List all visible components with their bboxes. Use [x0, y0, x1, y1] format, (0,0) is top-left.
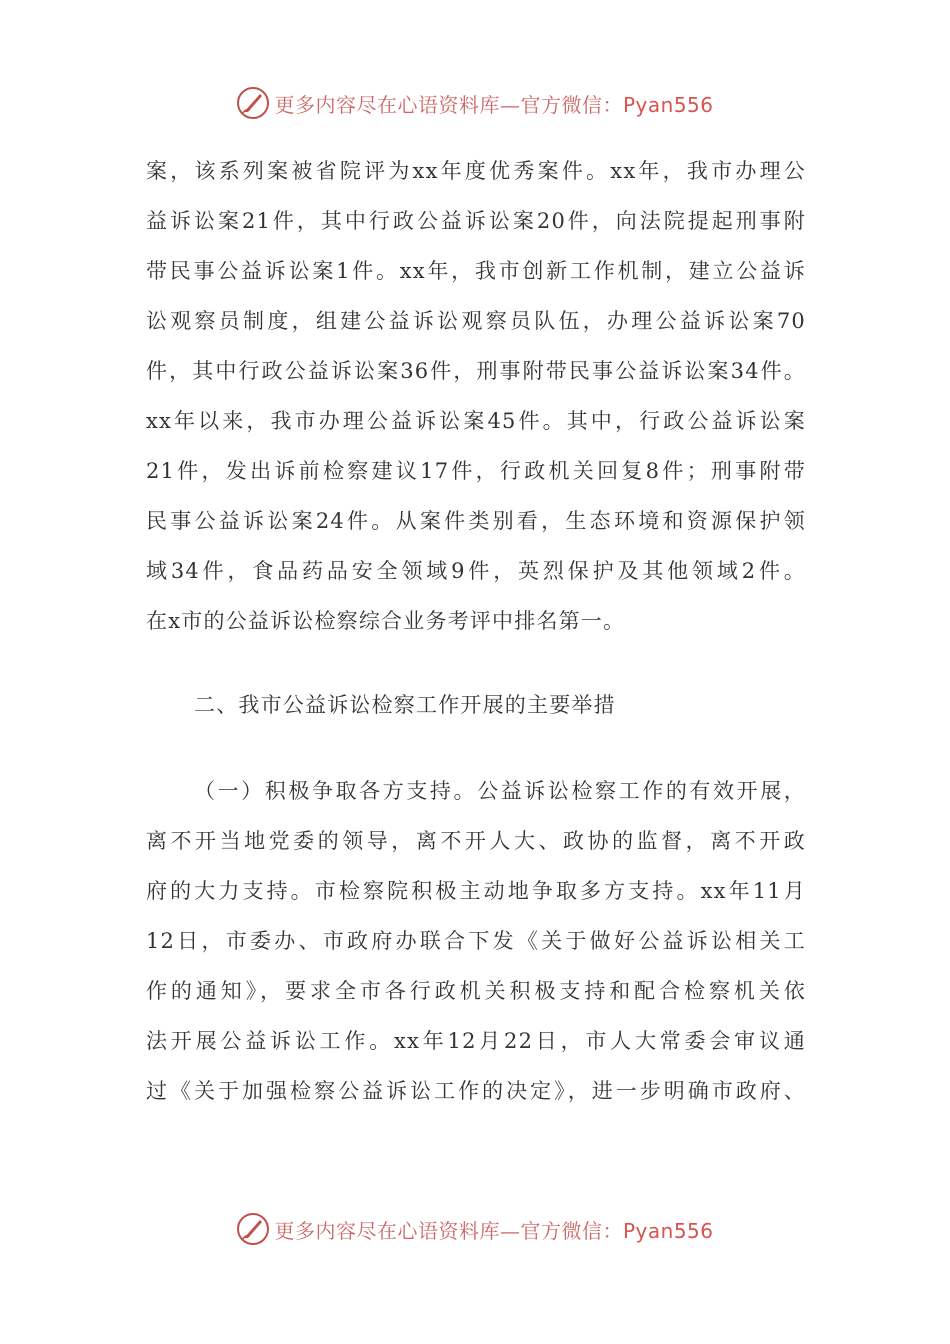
paragraph-2: [146, 766, 806, 1116]
text-line: 讼观察员制度，组建公益诉讼观察员队伍，办理公益诉讼案70: [146, 309, 806, 333]
banner-text: 更多内容尽在心语资料库—官方微信：Pyan556: [274, 92, 714, 117]
banner-text: 更多内容尽在心语资料库—官方微信：Pyan556: [274, 1218, 714, 1243]
footer-banner: [0, 1209, 950, 1249]
text-line: 案，该系列案被省院评为xx年度优秀案件。xx年，我市办理公: [146, 159, 806, 183]
text-line: 带民事公益诉讼案1件。xx年，我市创新工作机制，建立公益诉: [146, 259, 806, 283]
text-line: 府的大力支持。市检察院积极主动地争取多方支持。xx年11月: [146, 879, 806, 903]
text-line: 作的通知》，要求全市各行政机关积极支持和配合检察机关依: [146, 979, 806, 1003]
text-line: 益诉讼案21件，其中行政公益诉讼案20件，向法院提起刑事附: [146, 209, 806, 233]
section-heading: 二、我市公益诉讼检察工作开展的主要举措: [194, 693, 616, 717]
text-line: 21件，发出诉前检察建议17件，行政机关回复8件；刑事附带: [146, 459, 806, 483]
paragraph-1: [146, 146, 806, 646]
text-line: 12日，市委办、市政府办联合下发《关于做好公益诉讼相关工: [146, 929, 806, 953]
text-line: 法开展公益诉讼工作。xx年12月22日，市人大常委会审议通: [146, 1029, 806, 1053]
text-line: 在x市的公益诉讼检察综合业务考评中排名第一。: [146, 609, 626, 633]
text-line: （一）积极争取各方支持。公益诉讼检察工作的有效开展，: [194, 779, 806, 803]
text-line: 域34件，食品药品安全领域9件，英烈保护及其他领域2件。: [146, 559, 806, 583]
header-banner: [0, 83, 950, 123]
text-line: 民事公益诉讼案24件。从案件类别看，生态环境和资源保护领: [146, 509, 806, 533]
text-line: xx年以来，我市办理公益诉讼案45件。其中，行政公益诉讼案: [146, 409, 806, 433]
quill-logo-icon: [236, 1212, 270, 1246]
text-line: 过《关于加强检察公益诉讼工作的决定》，进一步明确市政府、: [146, 1079, 806, 1103]
text-line: 件，其中行政公益诉讼案36件，刑事附带民事公益诉讼案34件。: [146, 359, 806, 383]
text-line: 离不开当地党委的领导，离不开人大、政协的监督，离不开政: [146, 829, 806, 853]
quill-logo-icon: [236, 86, 270, 120]
